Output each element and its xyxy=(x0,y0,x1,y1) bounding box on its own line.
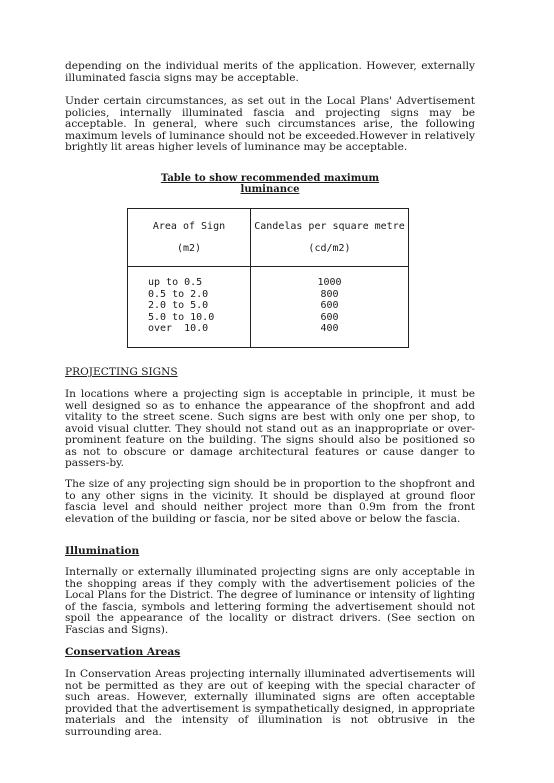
area-header-label: Area of Sign xyxy=(152,220,226,232)
candelas-value: 800 xyxy=(320,288,339,300)
candelas-header xyxy=(251,209,409,267)
projecting-signs-heading: PROJECTING SIGNS xyxy=(65,366,178,378)
candelas-value: 400 xyxy=(320,323,339,335)
illumination-paragraph: Internally or externally illuminated projecting signs are only acceptable in the shopping areas if they comply with the advertisement policies of the Local Plans for the District. The degree of luminance or intensity of lighting of the fascia, symbols and lettering forming the advertisement should not spoil the appearance of the locality or distract drivers. (See section on Fascias and Signs). xyxy=(65,566,475,636)
conservation-heading: Conservation Areas xyxy=(65,646,181,658)
candelas-values-cell xyxy=(251,267,409,348)
candelas-value: 600 xyxy=(320,300,339,312)
area-value: 5.0 to 10.0 xyxy=(148,311,215,323)
intro-paragraph-1: depending on the individual merits of the application. However, externally illuminated fascia signs may be acceptable. xyxy=(65,60,475,84)
projecting-paragraph-2: The size of any projecting sign should be in proportion to the shopfront and to any other signs in the vicinity. It should be displayed at ground floor fascia level and should neither project more than 0.9m from the front elevation of the building or fascia, nor be sited above or below the fascia. xyxy=(65,478,475,525)
luminance-table xyxy=(127,208,409,348)
area-value: 0.5 to 2.0 xyxy=(148,288,209,300)
candelas-value: 600 xyxy=(320,311,339,323)
illumination-heading: Illumination xyxy=(65,545,140,557)
candelas-header-label: Candelas per square metre xyxy=(254,220,405,232)
table-body-row xyxy=(128,267,409,348)
table-caption: Table to show recommended maximum luminance xyxy=(160,173,380,195)
area-values-cell xyxy=(128,267,251,348)
candelas-value: 1000 xyxy=(317,277,342,288)
area-header xyxy=(128,209,251,267)
conservation-paragraph: In Conservation Areas projecting internally illuminated advertisements will not be permitted as they are out of keeping with the special character of such areas. However, externally illuminated signs are often acceptable provided that the advertisement is sympathetically designed, in appropriate materials and the intensity of illumination is not obtrusive in the surrounding area. xyxy=(65,668,475,738)
table-header-row xyxy=(128,209,409,267)
area-header-unit: (m2) xyxy=(176,242,202,254)
projecting-paragraph-1: In locations where a projecting sign is acceptable in principle, it must be well designed so as to enhance the appearance of the shopfront and add vitality to the street scene. Such signs are best with only one per shop, to avoid visual clutter. They should not stand out as an inappropriate or over-prominent feature on the building. The signs should also be positioned so as not to obscure or damage architectural features or cause danger to passers-by. xyxy=(65,388,475,469)
area-value: over 10.0 xyxy=(148,323,209,335)
intro-paragraph-2: Under certain circumstances, as set out in the Local Plans' Advertisement policies, internally illuminated fascia and projecting signs may be acceptable. In general, where such circumstances arise, the following maximum levels of luminance should not be exceeded.However in relatively brightly lit areas higher levels of luminance may be acceptable. xyxy=(65,95,475,153)
area-value: 2.0 to 5.0 xyxy=(148,300,209,312)
candelas-header-unit: (cd/m2) xyxy=(308,242,351,254)
area-value: up to 0.5 xyxy=(148,277,203,288)
